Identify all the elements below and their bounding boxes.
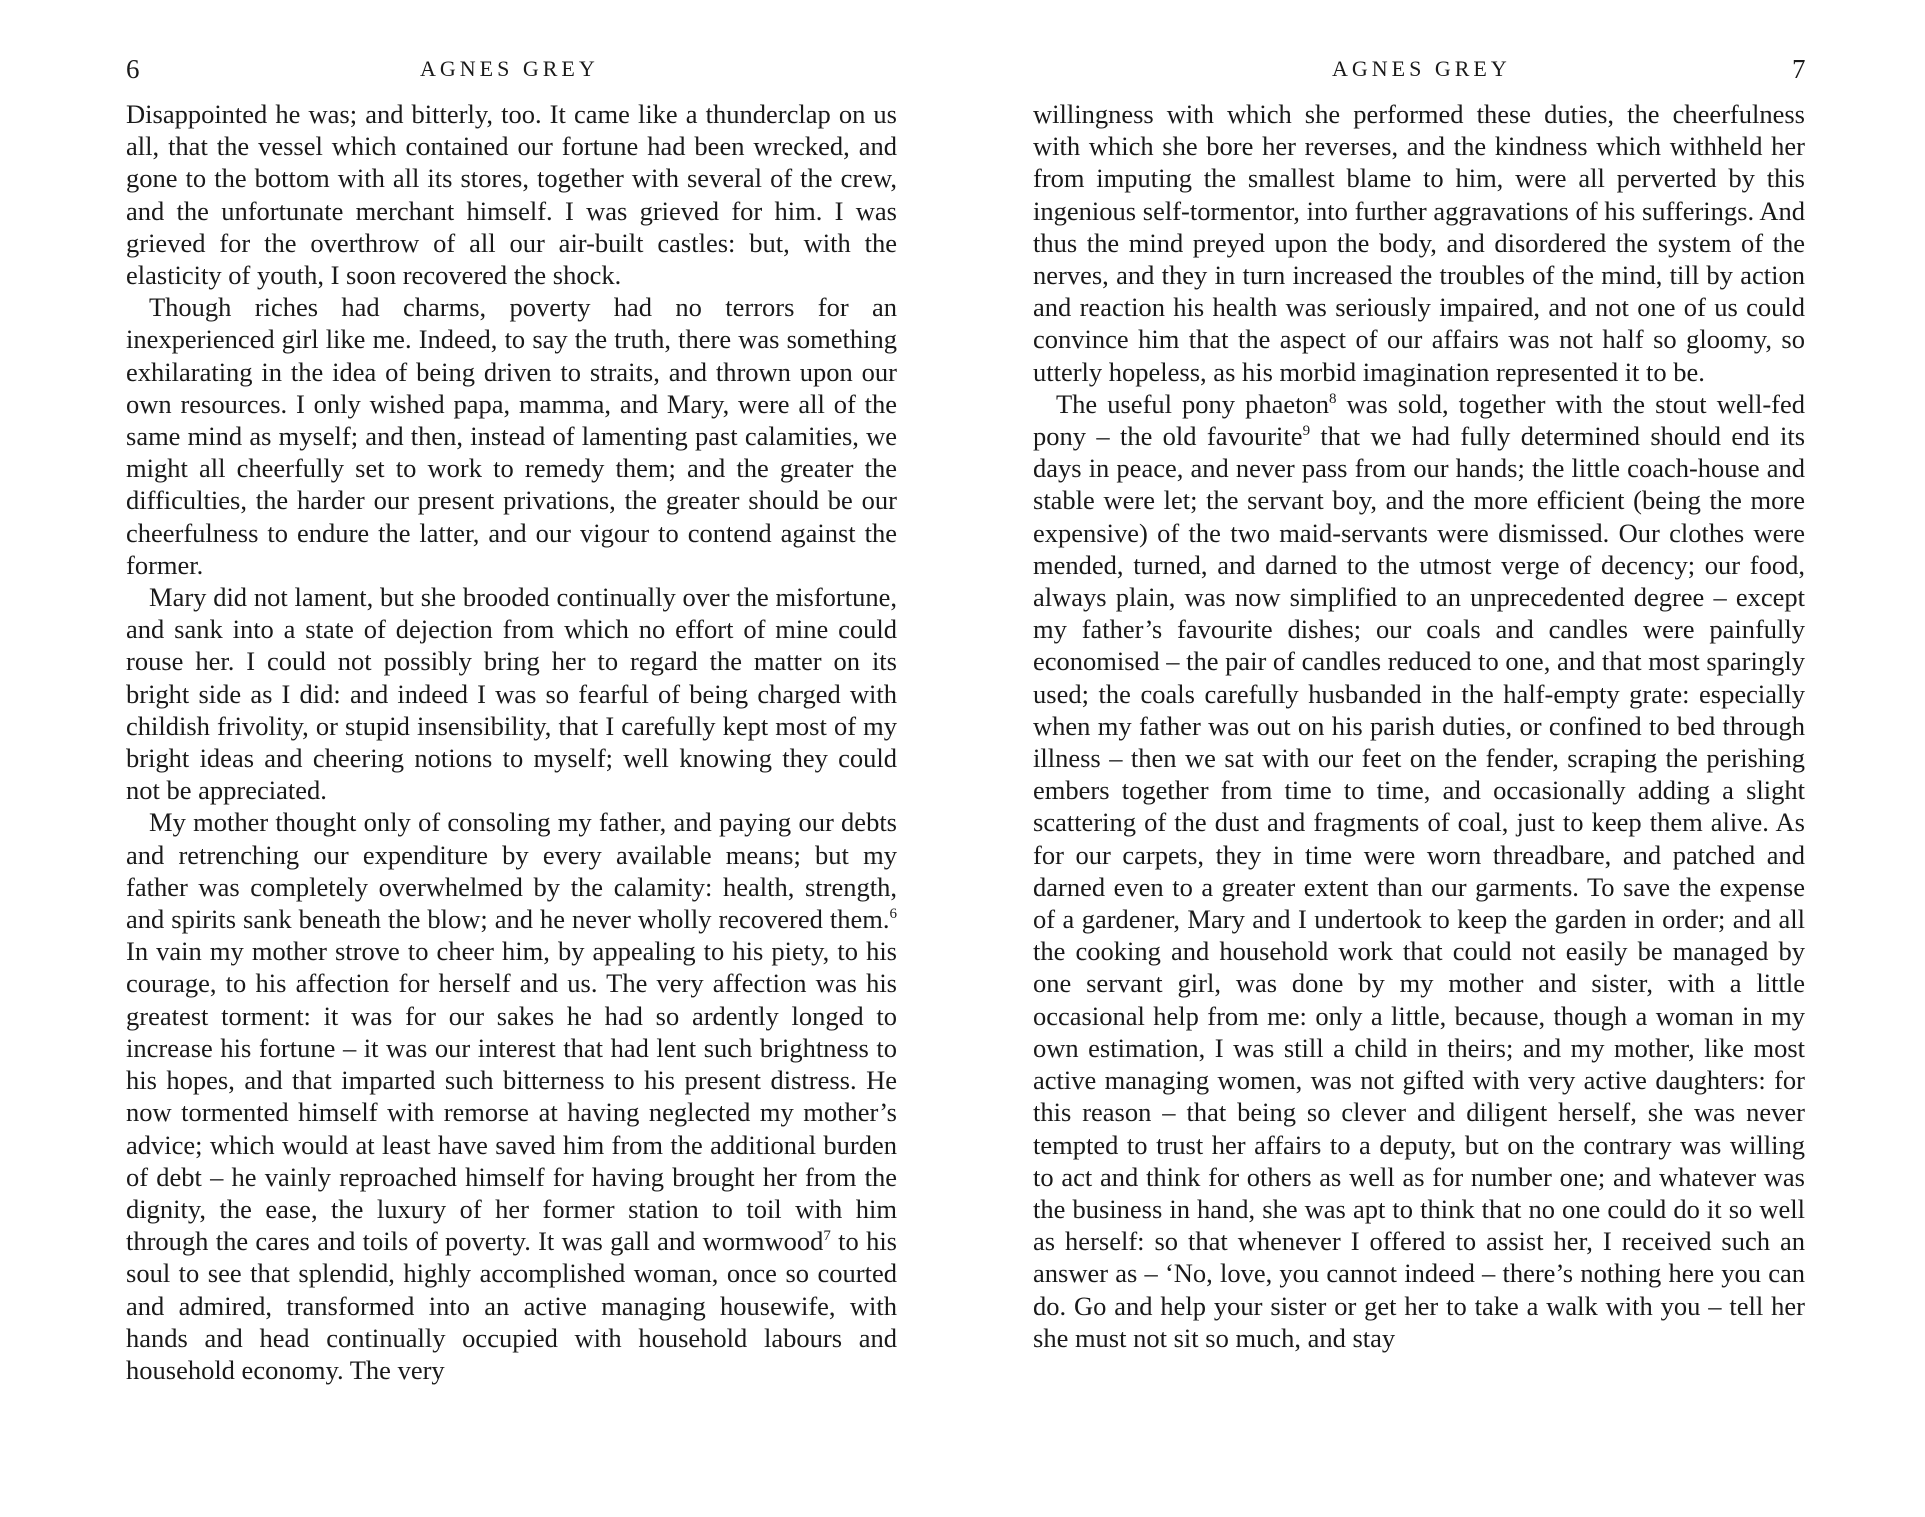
right-page (962, 0, 1925, 1517)
running-head: AGNES GREY (1332, 56, 1511, 81)
footnote-marker[interactable]: 9 (1302, 423, 1311, 440)
body-text (126, 98, 897, 1386)
text-run: willingness with which she performed these duties, the cheerfulness with which she bore her reverses, and the kindness which withheld her from imputing the smallest blame to him, were all perverted by this ingenious self-tormentor, into further aggravations of his sufferings. And thus the mind preyed upon the body, and disordered the system of the nerves, and they in turn increased the troubles of the mind, till by action and reaction his health was seriously impaired, and not one of us could convince him that the aspect of our affairs was not half so gloomy, so utterly hopeless, as his morbid imagination represented it to be. (1033, 99, 1805, 387)
footnote-marker[interactable]: 7 (823, 1228, 831, 1245)
page-number: 6 (126, 54, 140, 84)
text-run: to his soul to see that splendid, highly accomplished woman, once so courted and admired, transformed into an active managing housewife, with hands and head continually occupied with household labours and household economy. The very (126, 1226, 897, 1385)
paragraph (1033, 98, 1805, 388)
text-run: Though riches had charms, poverty had no terrors for an inexperienced girl like me. Indeed, to say the truth, there was something exhilarating in the idea of being driven to straits, and thrown upon our own resources. I only wished papa, mamma, and Mary, were all of the same mind as myself; and then, instead of lamenting past calamities, we might all cheerfully set to work to remedy them; and the greater the difficulties, the harder our present privations, the greater should be our cheerfulness to endure the latter, and our vigour to contend against the former. (126, 292, 897, 580)
paragraph (126, 291, 897, 581)
paragraph (126, 806, 897, 1386)
text-run: My mother thought only of consoling my father, and paying our debts and retrenching our expenditure by every available means; but my father was completely overwhelmed by the calamity: health, strength, and spirits sank beneath the blow; and he never wholly recovered them. (126, 807, 897, 935)
footnote-marker[interactable]: 8 (1329, 390, 1337, 407)
text-run: that we had fully determined should end its days in peace, and never pass from our hands; the little coach-house and stable were let; the servant boy, and the more efficient (being the more expensive) of the two maid-servants were dismissed. Our clothes were mended, turned, and darned to the utmost verge of decency; our food, always plain, was now simplified to an unprecedented degree – except my father’s favourite dishes; our coals and candles were painfully economised – the pair of candles reduced to one, and that most sparingly used; the coals carefully husbanded in the half-empty grate: especially when my father was out on his parish duties, or confined to bed through illness – then we sat with our feet on the fender, scraping the perishing embers together from time to time, and occasionally adding a slight scattering of the dust and fragments of coal, just to keep them alive. As for our carpets, they in time were worn threadbare, and patched and darned even to a greater extent than our garments. To save the expense of a gardener, Mary and I undertook to keep the garden in order; and all the cooking and household work that could not easily be managed by one servant girl, was done by my mother and sister, with a little occasional help from me: only a little, because, though a woman in my own estimation, I was still a child in theirs; and my mother, like most active managing women, was not gifted with very active daughters: for this reason – that being so clever and diligent herself, she was never tempted to trust her affairs to a deputy, but on the contrary was willing to act and think for others as well as for number one; and whatever was the business in hand, she was apt to think that no one could do it so well as herself: so that whenever I offered to assist her, I received such an answer as – ‘No, love, you cannot indeed – there’s nothing here you can do. Go and help your sister or get her to take a walk with you – tell her she must not sit so much, and stay (1033, 421, 1806, 1353)
text-run: was sold, together with the stout well-fed pony – the old favourite (1033, 388, 1805, 452)
paragraph (126, 581, 897, 806)
body-text (1033, 98, 1805, 1354)
text-run: Mary did not lament, but she brooded continually over the misfortune, and sank into a state of dejection from which no effort of mine could rouse her. I could not possibly bring her to regard the matter on its bright side as I did: and indeed I was so fearful of being charged with childish frivolity, or stupid insensibility, that I carefully kept most of my bright ideas and cheering notions to myself; well knowing they could not be appreciated. (126, 582, 897, 806)
paragraph (1033, 388, 1805, 1354)
footnote-marker[interactable]: 6 (889, 906, 897, 923)
page-number: 7 (1792, 54, 1806, 84)
left-page (0, 0, 962, 1517)
text-run: Disappointed he was; and bitterly, too. It came like a thunderclap on us all, that the vessel which contained our fortune had been wrecked, and gone to the bottom with all its stores, together with several of the crew, and the unfortunate merchant himself. I was grieved for him. I was grieved for the overthrow of all our air-built castles: but, with the elasticity of youth, I soon recovered the shock. (126, 99, 897, 291)
running-head: AGNES GREY (420, 56, 599, 81)
paragraph (126, 98, 897, 291)
text-run: In vain my mother strove to cheer him, by appealing to his piety, to his courage, to his affection for herself and us. The very affection was his greatest torment: it was for our sakes he had so ardently longed to increase his fortune – it was our interest that had lent such brightness to his hopes, and that imparted such bitterness to his present distress. He now tormented himself with remorse at having neglected my mother’s advice; which would at least have saved him from the additional burden of debt – he vainly reproached himself for having brought her from the dignity, the ease, the luxury of her former station to toil with him through the cares and toils of poverty. It was gall and wormwood (126, 936, 897, 1257)
text-run: The useful pony phaeton (1056, 388, 1329, 419)
